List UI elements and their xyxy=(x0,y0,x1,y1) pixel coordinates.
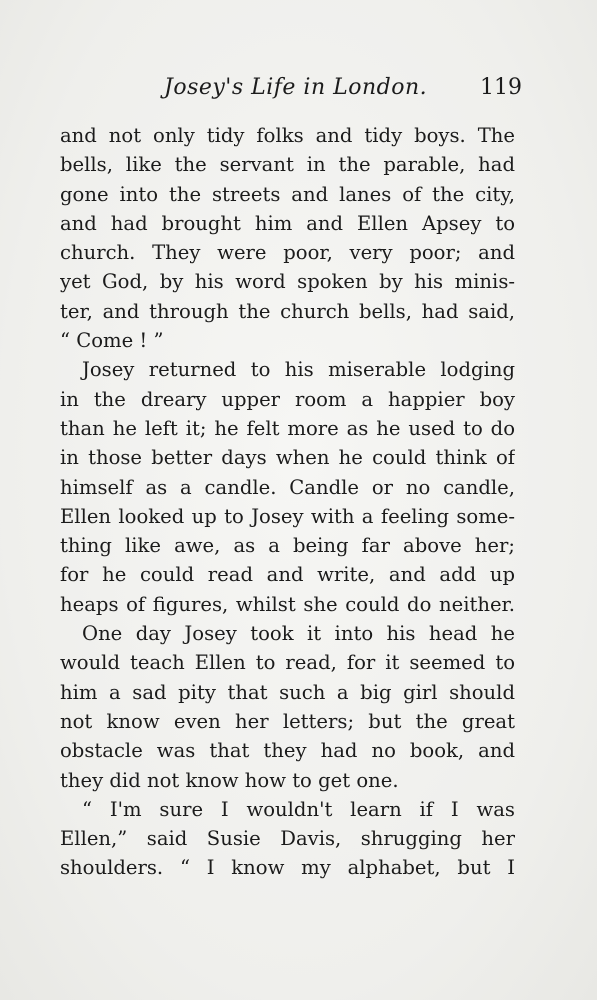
paragraph-1 xyxy=(60,121,515,355)
running-head xyxy=(60,73,522,109)
text-line: Ellen,” said Susie Davis, shrugging her xyxy=(60,827,515,851)
text-line: himself as a candle. Candle or no candle, xyxy=(60,475,515,499)
running-title: Josey's Life in London. xyxy=(164,75,428,100)
text-line: church. They were poor, very poor; and xyxy=(60,241,515,265)
page-number: 119 xyxy=(480,75,522,100)
text-line: ter, and through the church bells, had said, xyxy=(60,299,515,323)
text-line: him a sad pity that such a big girl should xyxy=(60,680,515,704)
text-line: for he could read and write, and add up xyxy=(60,563,515,587)
paragraph-2 xyxy=(60,355,515,619)
text-line: yet God, by his word spoken by his minis- xyxy=(60,270,515,294)
text-line: gone into the streets and lanes of the city, xyxy=(60,182,515,206)
text-line: “ I'm sure I wouldn't learn if I was xyxy=(82,797,515,821)
text-line: and had brought him and Ellen Apsey to xyxy=(60,211,515,235)
text-line: in the dreary upper room a happier boy xyxy=(60,387,515,411)
text-line: not know even her letters; but the great xyxy=(60,709,515,733)
text-line: than he left it; he felt more as he used to do xyxy=(60,416,515,440)
text-line: Josey returned to his miserable lodging xyxy=(82,358,515,382)
text-line: bells, like the servant in the parable, had xyxy=(60,153,515,177)
text-line: Ellen looked up to Josey with a feeling some- xyxy=(60,504,515,528)
paragraph-4 xyxy=(60,795,515,883)
text-line: they did not know how to get one. xyxy=(60,768,399,792)
text-line: One day Josey took it into his head he xyxy=(82,622,515,646)
text-line: and not only tidy folks and tidy boys. The xyxy=(60,124,515,147)
text-line: would teach Ellen to read, for it seemed to xyxy=(60,651,515,675)
text-line: shoulders. “ I know my alphabet, but I xyxy=(60,856,515,880)
text-line: “ Come ! ” xyxy=(60,329,164,353)
text-line: in those better days when he could think of xyxy=(60,446,515,470)
text-line: heaps of figures, whilst she could do neither. xyxy=(60,592,515,616)
body-text xyxy=(60,121,515,883)
text-line: thing like awe, as a being far above her; xyxy=(60,534,515,558)
paragraph-3 xyxy=(60,619,515,795)
text-line: obstacle was that they had no book, and xyxy=(60,739,515,763)
